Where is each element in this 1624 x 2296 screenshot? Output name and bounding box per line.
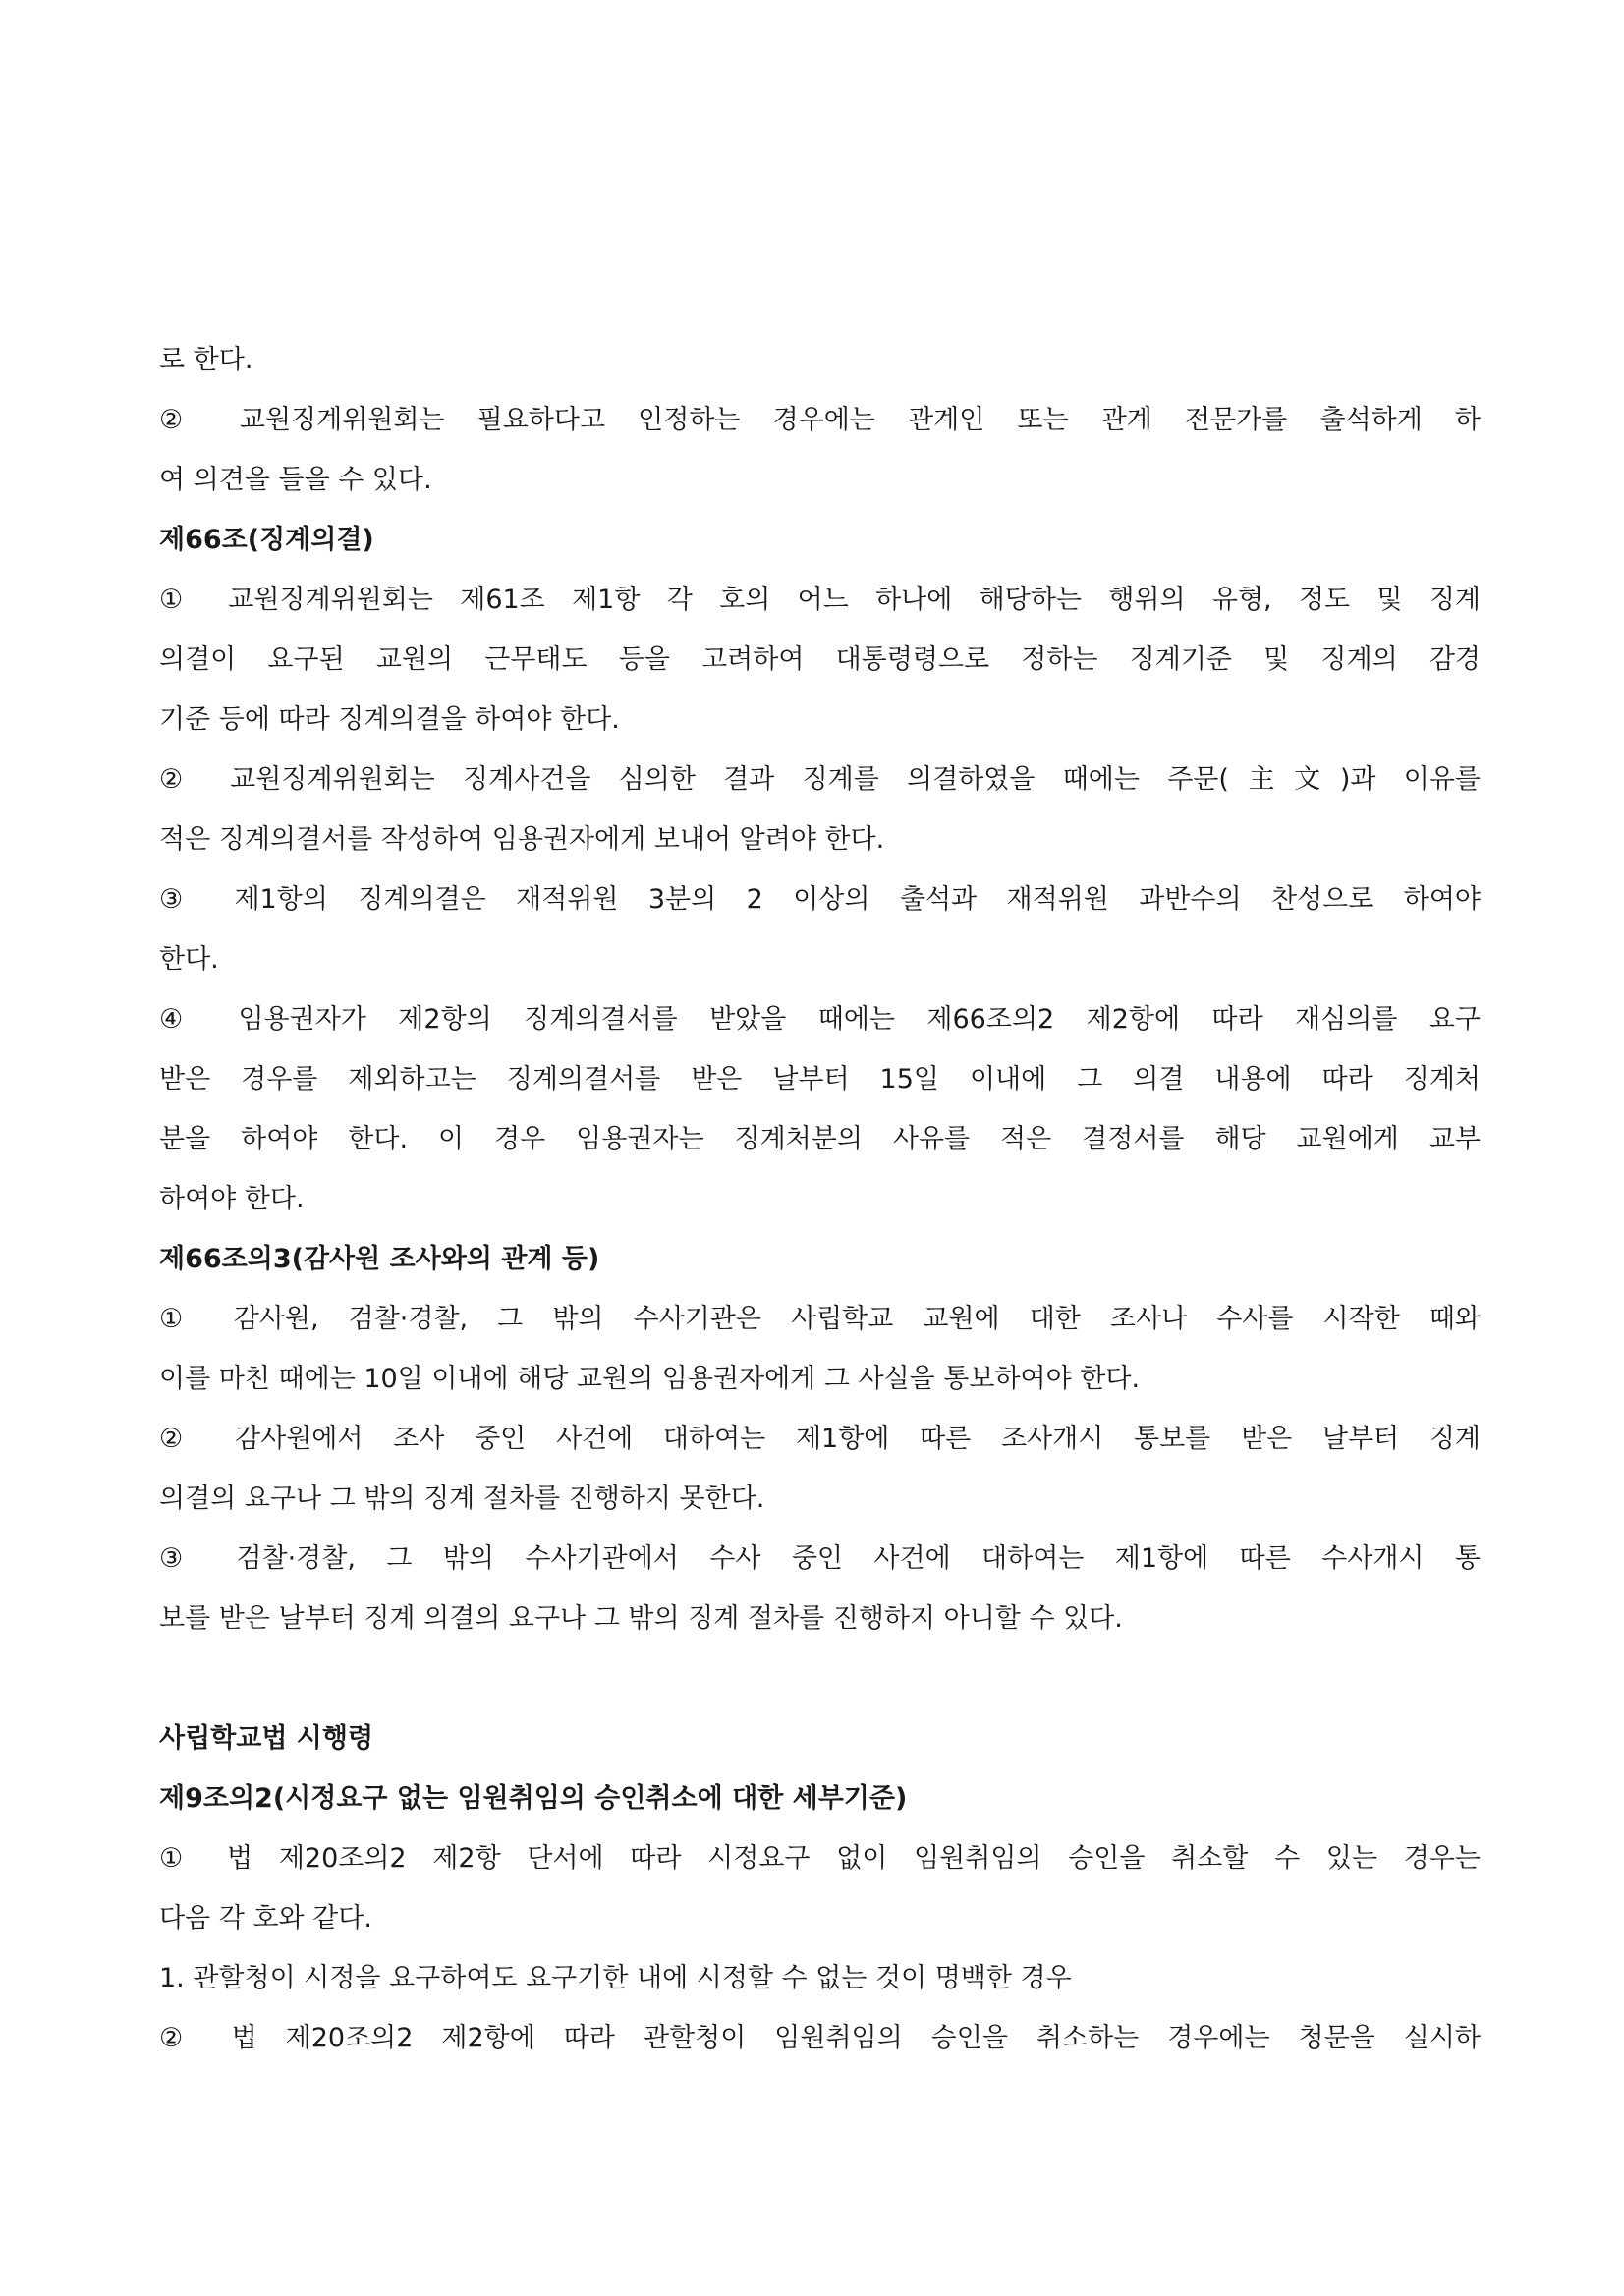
paragraph-line: 다음 각 호와 같다. xyxy=(159,1903,372,1933)
paragraph-line: ② 법 제20조의2 제2항에 따라 관할청이 임원취임의 승인을 취소하는 경우에는 청문을 실시하 xyxy=(159,2023,1481,2053)
paragraph-line: ① 감사원, 검찰·경찰, 그 밖의 수사기관은 사립학교 교원에 대한 조사나 수사를 시작한 때와 xyxy=(159,1304,1481,1334)
paragraph-line: 의결의 요구나 그 밖의 징계 절차를 진행하지 못한다. xyxy=(159,1484,765,1514)
paragraph-line: 의결이 요구된 교원의 근무태도 등을 고려하여 대통령령으로 정하는 징계기준 및 징계의 감경 xyxy=(159,644,1481,675)
paragraph-line: ② 감사원에서 조사 중인 사건에 대하여는 제1항에 따른 조사개시 통보를 받은 날부터 징계 xyxy=(159,1424,1481,1454)
paragraph-line: ③ 제1항의 징계의결은 재적위원 3분의 2 이상의 출석과 재적위원 과반수의 찬성으로 하여야 xyxy=(159,884,1481,915)
paragraph-line: ③ 검찰·경찰, 그 밖의 수사기관에서 수사 중인 사건에 대하여는 제1항에 따른 수사개시 통 xyxy=(159,1543,1481,1574)
continuation-line: 로 한다. xyxy=(159,345,253,375)
paragraph-line: 한다. xyxy=(159,944,219,975)
paragraph-line: ① 교원징계위원회는 제61조 제1항 각 호의 어느 하나에 해당하는 행위의 유형, 정도 및 징계 xyxy=(159,585,1481,615)
paragraph-line: 기준 등에 따라 징계의결을 하여야 한다. xyxy=(159,704,620,735)
paragraph-line: 보를 받은 날부터 징계 의결의 요구나 그 밖의 징계 절차를 진행하지 아니할 수 있다. xyxy=(159,1603,1123,1634)
paragraph-line: 여 의견을 들을 수 있다. xyxy=(159,465,432,495)
paragraph-line: 적은 징계의결서를 작성하여 임용권자에게 보내어 알려야 한다. xyxy=(159,824,885,855)
paragraph-line: 받은 경우를 제외하고는 징계의결서를 받은 날부터 15일 이내에 그 의결 내용에 따라 징계처 xyxy=(159,1064,1481,1094)
paragraph-line: ② 교원징계위원회는 징계사건을 심의한 결과 징계를 의결하였을 때에는 주문(主文)과 이유를 xyxy=(159,764,1481,795)
section-spacer xyxy=(159,1649,1481,1708)
paragraph-line: 하여야 한다. xyxy=(159,1184,305,1214)
paragraph-line: ④ 임용권자가 제2항의 징계의결서를 받았을 때에는 제66조의2 제2항에 따라 재심의를 요구 xyxy=(159,1004,1481,1035)
list-item: 1. 관할청이 시정을 요구하여도 요구기한 내에 시정할 수 없는 것이 명백한 경우 xyxy=(159,1963,1072,1993)
article-heading: 제9조의2(시정요구 없는 임원취임의 승인취소에 대한 세부기준) xyxy=(159,1783,908,1814)
document-body xyxy=(159,330,1481,2068)
paragraph-line: ② 교원징계위원회는 필요하다고 인정하는 경우에는 관계인 또는 관계 전문가를 출석하게 하 xyxy=(159,405,1481,435)
article-heading: 제66조(징계의결) xyxy=(159,525,374,555)
paragraph-line: 분을 하여야 한다. 이 경우 임용권자는 징계처분의 사유를 적은 결정서를 해당 교원에게 교부 xyxy=(159,1124,1481,1154)
decree-title: 사립학교법 시행령 xyxy=(159,1723,374,1754)
paragraph-line: 이를 마친 때에는 10일 이내에 해당 교원의 임용권자에게 그 사실을 통보하여야 한다. xyxy=(159,1364,1141,1394)
paragraph-line: ① 법 제20조의2 제2항 단서에 따라 시정요구 없이 임원취임의 승인을 취소할 수 있는 경우는 xyxy=(159,1843,1481,1874)
article-heading: 제66조의3(감사원 조사와의 관계 등) xyxy=(159,1244,600,1274)
